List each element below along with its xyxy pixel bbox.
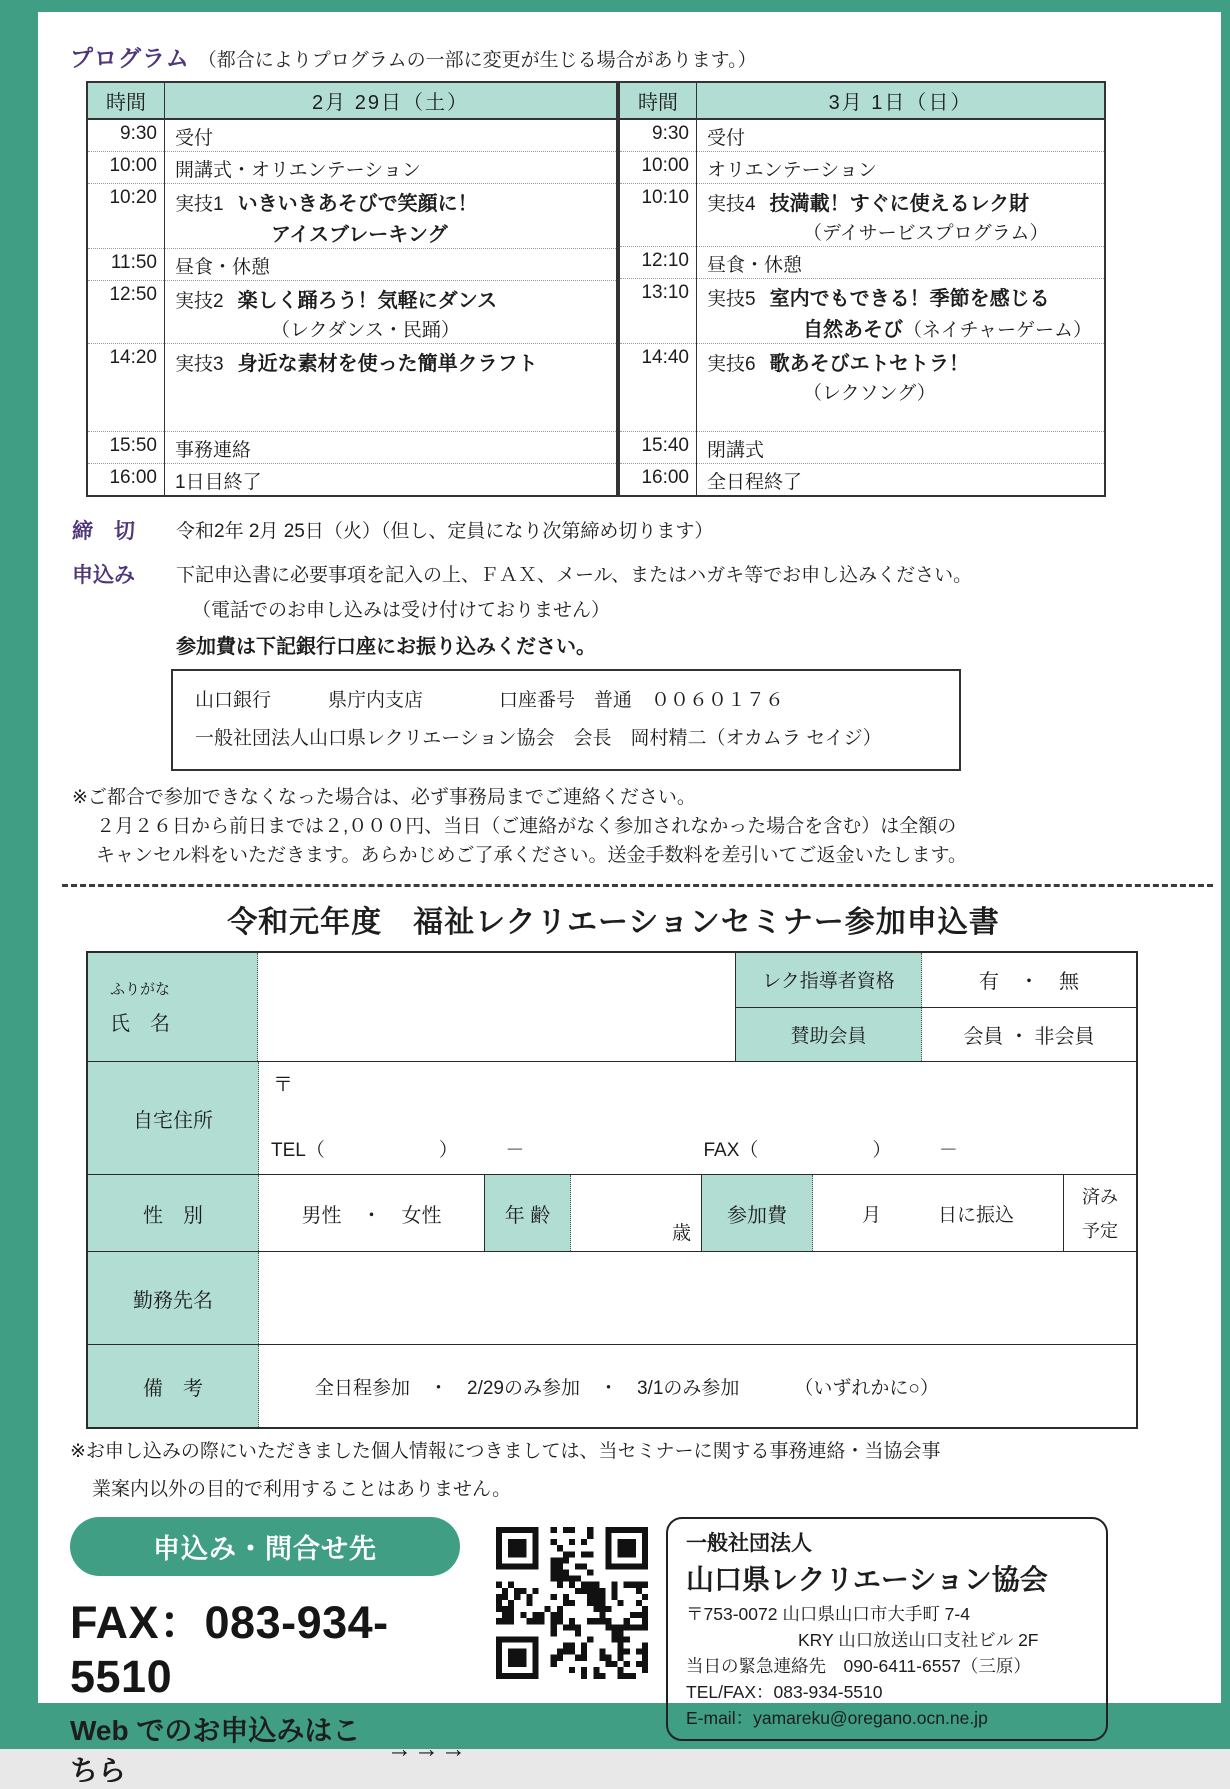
org-email: E-mail：yamareku@oregano.ocn.ne.jp xyxy=(686,1708,988,1728)
deadline-section xyxy=(72,515,1221,545)
workplace-header: 勤務先名 xyxy=(88,1252,259,1344)
program-row: 10:00 開講式・オリエンテーション xyxy=(87,152,617,184)
org-address-1: 〒753-0072 山口県山口市大手町 7-4 xyxy=(686,1604,970,1624)
application-form-table xyxy=(86,951,1138,1429)
contact-section xyxy=(70,1517,1221,1789)
program-header-row xyxy=(619,82,1105,119)
org-type: 一般社団法人 xyxy=(686,1532,812,1555)
program-row: 11:50 昼食・休憩 xyxy=(87,249,617,281)
cancel-note-2: ２月２６日から前日までは２,０００円、当日（ご連絡がなく参加されなかった場合を含む）は全額の xyxy=(96,816,957,837)
deadline-label: 締 切 xyxy=(72,520,135,543)
tel-fax-row xyxy=(259,1135,1136,1174)
organization-box xyxy=(666,1517,1108,1741)
program-note: （都合によりプログラムの一部に変更が生じる場合があります。） xyxy=(197,50,757,71)
age-header: 年 齢 xyxy=(484,1175,571,1251)
day2-date-header: 3月 1日（日） xyxy=(697,82,1106,119)
address-input-area xyxy=(259,1062,1136,1174)
name-row-right xyxy=(735,953,1136,1061)
program-row: 10:00 オリエンテーション xyxy=(619,152,1105,184)
workplace-input-area xyxy=(259,1252,1136,1344)
tel-field: TEL（ ） － xyxy=(271,1140,525,1161)
fee-status-planned: 予定 xyxy=(1082,1221,1118,1241)
contact-left xyxy=(70,1517,468,1789)
content-area xyxy=(38,12,1221,1786)
remarks-options xyxy=(259,1345,1136,1427)
form-row-remarks xyxy=(88,1345,1136,1427)
fax-number-large: FAX：083-934-5510 xyxy=(70,1597,389,1702)
program-title: プログラム xyxy=(70,45,190,71)
gender-options: 男性 ・ 女性 xyxy=(301,1204,442,1227)
privacy-note-1: ※お申し込みの際にいただきました個人情報につきましては、当セミナーに関する事務連絡・当協会事 xyxy=(70,1441,941,1462)
membership-header: 賛助会員 xyxy=(736,1008,922,1062)
deadline-text: 令和2年 2月 25日（火）（但し、定員になり次第締め切ります） xyxy=(176,521,714,542)
form-row-gender-age-fee xyxy=(88,1175,1136,1252)
apply-label: 申込み xyxy=(72,564,135,587)
org-address-2: KRY 山口放送山口支社ビル 2F xyxy=(798,1630,1039,1650)
fee-transfer-note: 参加費は下記銀行口座にお振り込みください。 xyxy=(176,636,596,658)
privacy-note-2: 業案内以外の目的で利用することはありません。 xyxy=(92,1479,512,1500)
age-unit: 歳 xyxy=(671,1223,691,1244)
contact-pill: 申込み・問合せ先 xyxy=(70,1517,460,1576)
time-column-header: 時間 xyxy=(87,82,165,119)
bank-account-box xyxy=(171,669,961,771)
day1-date-header: 2月 29日（土） xyxy=(165,82,618,119)
attendance-options: 全日程参加 ・ 2/29のみ参加 ・ 3/1のみ参加 xyxy=(315,1377,740,1399)
web-apply-line: Web でのお申込みはこちら →→→ xyxy=(70,1715,468,1786)
apply-line2: （電話でのお申し込みは受け付けておりません） xyxy=(192,600,611,621)
apply-section xyxy=(72,559,1221,589)
fee-status-done: 済み xyxy=(1082,1187,1118,1207)
org-name: 山口県レクリエーション協会 xyxy=(686,1564,1048,1595)
program-table-day1 xyxy=(86,81,618,497)
arrow-icons: →→→ xyxy=(387,1734,468,1763)
cancel-note-3: キャンセル料をいただきます。あらかじめご了承ください。送金手数料を差引いてご返金いたします。 xyxy=(96,845,967,866)
name-label: 氏 名 xyxy=(110,1013,170,1035)
program-row: 9:30 受付 xyxy=(87,119,617,152)
form-row-name xyxy=(88,953,1136,1062)
bank-account-line1: 山口銀行 県庁内支店 口座番号 普通 ００６０１７６ xyxy=(195,690,785,711)
form-row-address xyxy=(88,1062,1136,1175)
program-row: 15:40 閉講式 xyxy=(619,432,1105,464)
program-heading xyxy=(70,40,1221,73)
program-row: 14:40 実技6 歌あそびエトセトラ！ （レクソング） xyxy=(619,344,1105,432)
postal-mark: 〒 xyxy=(273,1074,293,1096)
fee-transfer-date: 月 日に振込 xyxy=(861,1204,1014,1226)
org-emergency-phone: 当日の緊急連絡先 090-6411-6557（三原） xyxy=(686,1656,1031,1676)
qualification-options: 有 ・ 無 xyxy=(979,971,1079,994)
program-row: 10:20 実技1 いきいきあそびで笑顔に！ アイスブレーキング xyxy=(87,184,617,249)
program-row: 9:30 受付 xyxy=(619,119,1105,152)
program-table-day2 xyxy=(618,81,1106,497)
program-header-row xyxy=(87,82,617,119)
program-row: 14:20 実技3 身近な素材を使った簡単クラフト xyxy=(87,344,617,432)
fax-field: FAX（ ） － xyxy=(703,1140,958,1161)
bank-account-line2: 一般社団法人山口県レクリエーション協会 会長 岡村精二（オカムラ セイジ） xyxy=(195,728,882,749)
gender-header: 性 別 xyxy=(88,1175,259,1251)
form-title: 令和元年度 福祉レクリエーションセミナー参加申込書 xyxy=(227,906,1000,939)
program-schedule xyxy=(86,81,1106,497)
org-telfax: TEL/FAX：083-934-5510 xyxy=(686,1682,883,1702)
qualification-header: レク指導者資格 xyxy=(736,953,922,1007)
qualification-row xyxy=(736,953,1136,1007)
program-row: 12:50 実技2 楽しく踊ろう！気軽にダンス （レクダンス・民踊） xyxy=(87,281,617,344)
program-row: 16:00 1日目終了 xyxy=(87,464,617,497)
address-header: 自宅住所 xyxy=(88,1062,259,1174)
fee-status xyxy=(1063,1175,1136,1251)
name-input-area xyxy=(258,953,735,1061)
program-row: 12:10 昼食・休憩 xyxy=(619,247,1105,279)
fee-header: 参加費 xyxy=(701,1175,813,1251)
remarks-header: 備 考 xyxy=(88,1345,259,1427)
program-row: 16:00 全日程終了 xyxy=(619,464,1105,497)
program-row: 15:50 事務連絡 xyxy=(87,432,617,464)
cut-line xyxy=(62,884,1213,887)
time-column-header: 時間 xyxy=(619,82,697,119)
name-header xyxy=(88,953,258,1061)
furigana-label: ふりがな xyxy=(110,981,171,998)
circle-note: （いずれかに○） xyxy=(794,1377,939,1399)
cancel-note-1: ※ご都合で参加できなくなった場合は、必ず事務局までご連絡ください。 xyxy=(72,787,696,808)
form-row-workplace xyxy=(88,1252,1136,1345)
membership-row xyxy=(736,1007,1136,1062)
qr-code xyxy=(496,1527,648,1685)
age-input-area xyxy=(571,1175,701,1251)
membership-options: 会員 ・ 非会員 xyxy=(963,1025,1095,1048)
program-row: 10:10 実技4 技満載！すぐに使えるレク財 （デイサービスプログラム） xyxy=(619,184,1105,247)
program-row: 13:10 実技5 室内でもできる！季節を感じる 自然あそび（ネイチャーゲーム） xyxy=(619,279,1105,344)
apply-line1: 下記申込書に必要事項を記入の上、ＦＡＸ、メール、またはハガキ等でお申し込みください。 xyxy=(176,565,973,586)
